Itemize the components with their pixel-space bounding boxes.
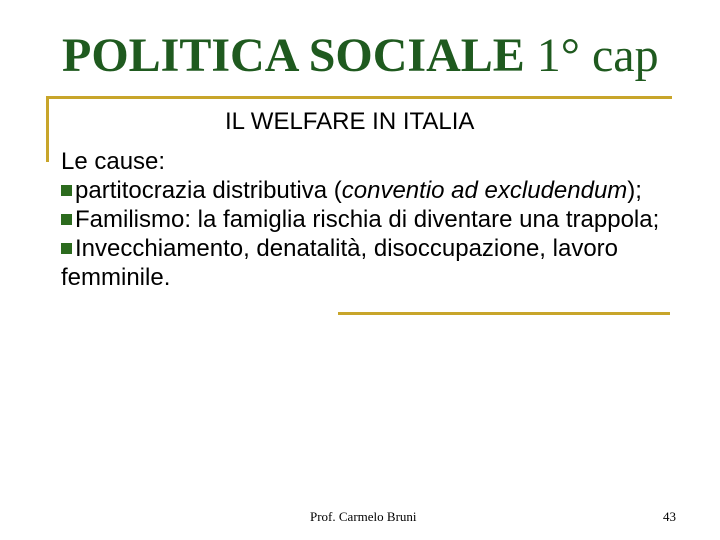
slide-title xyxy=(62,30,659,83)
bullet-1-tail: ); xyxy=(627,177,642,204)
mid-accent-rule xyxy=(338,312,670,315)
footer-author: Prof. Carmelo Bruni xyxy=(310,509,417,524)
bullet-1-italic: conventio ad excludendum xyxy=(341,177,628,204)
bullet-2-text: Familismo: la famiglia rischia di diventare una trappola; xyxy=(75,206,660,233)
square-bullet-icon xyxy=(61,185,72,196)
bullet-item-2 xyxy=(61,205,701,234)
page-number: 43 xyxy=(663,509,676,524)
left-accent-rule xyxy=(46,96,49,162)
bullet-item-1 xyxy=(61,176,701,205)
intro-line: Le cause: xyxy=(61,148,166,175)
slide-title-main: POLITICA SOCIALE xyxy=(62,29,525,82)
slide-title-chapter: 1° cap xyxy=(524,29,659,82)
slide-body xyxy=(61,147,701,292)
slide-subtitle: IL WELFARE IN ITALIA xyxy=(225,108,475,135)
title-underline-rule xyxy=(48,96,672,99)
bullet-1-text: partitocrazia distributiva ( xyxy=(75,177,342,204)
square-bullet-icon xyxy=(61,214,72,225)
bullet-item-3 xyxy=(61,234,701,292)
bullet-3-text: Invecchiamento, denatalità, disoccupazione, lavoro femminile. xyxy=(61,235,618,291)
square-bullet-icon xyxy=(61,243,72,254)
